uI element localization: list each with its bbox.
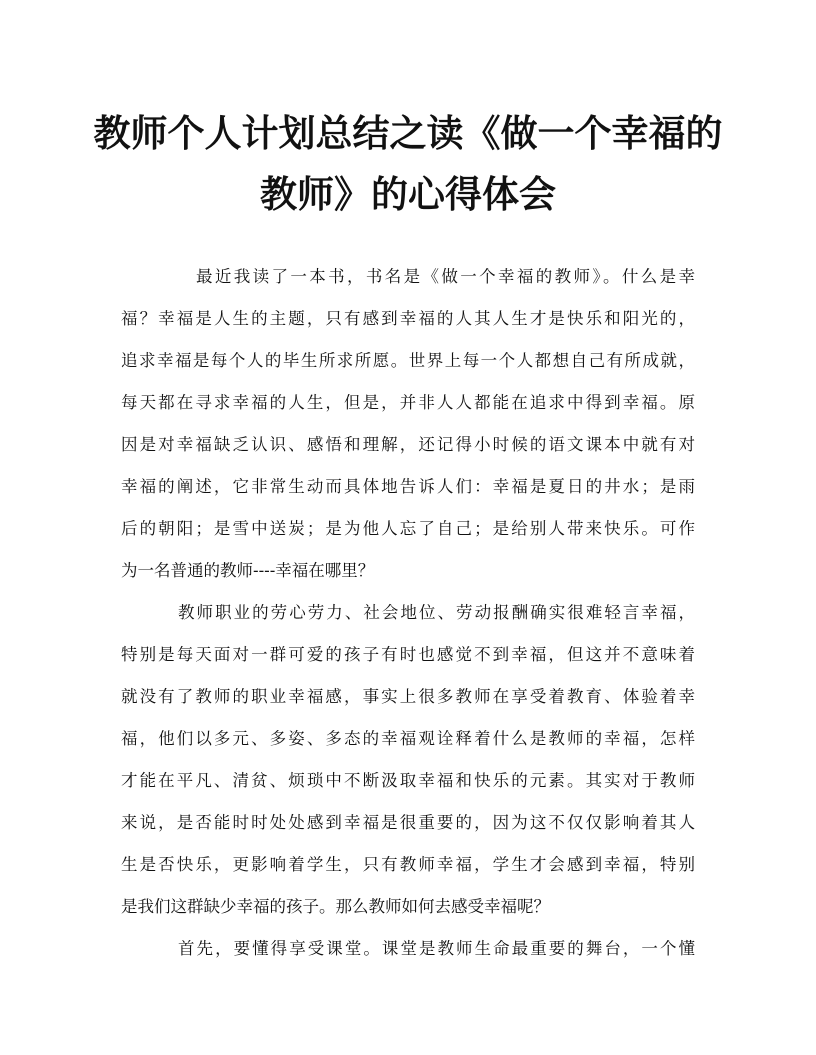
- paragraph-1-line: 幸福的阐述，它非常生动而具体地告诉人们：幸福是夏日的井水；是雨: [121, 477, 695, 496]
- paragraph-2-line: 是我们这群缺少幸福的孩子。那么教师如何去感受幸福呢？: [121, 897, 550, 916]
- paragraph-1-line: 为一名普通的教师----幸福在哪里？: [121, 561, 375, 580]
- paragraph-2-line: 生是否快乐，更影响着学生，只有教师幸福，学生才会感到幸福，特别: [121, 855, 695, 874]
- document-title-line-1: 教师个人计划总结之读《做一个幸福的: [93, 111, 723, 155]
- paragraph-1-line: 福？幸福是人生的主题，只有感到幸福的人其人生才是快乐和阳光的，: [121, 309, 695, 328]
- paragraph-1-line: 每天都在寻求幸福的人生，但是，并非人人都能在追求中得到幸福。原: [121, 393, 695, 412]
- paragraph-2-line: 才能在平凡、清贫、烦琐中不断汲取幸福和快乐的元素。其实对于教师: [121, 771, 695, 790]
- paragraph-2-line: 福，他们以多元、多姿、多态的幸福观诠释着什么是教师的幸福，怎样: [121, 729, 695, 748]
- document-title-line-2: 教师》的心得体会: [260, 172, 556, 216]
- paragraph-1-line: 最近我读了一本书，书名是《做一个幸福的教师》。什么是幸: [196, 267, 695, 286]
- paragraph-3-line: 首先，要懂得享受课堂。课堂是教师生命最重要的舞台，一个懂: [178, 939, 695, 958]
- paragraph-2-line: 来说，是否能时时处处感到幸福是很重要的，因为这不仅仅影响着其人: [121, 813, 695, 832]
- paragraph-1-line: 后的朝阳；是雪中送炭；是为他人忘了自己；是给别人带来快乐。可作: [121, 519, 695, 538]
- paragraph-2-line: 就没有了教师的职业幸福感，事实上很多教师在享受着教育、体验着幸: [121, 687, 695, 706]
- paragraph-1-line: 追求幸福是每个人的毕生所求所愿。世界上每一个人都想自己有所成就，: [121, 351, 695, 370]
- paragraph-2-line: 特别是每天面对一群可爱的孩子有时也感觉不到幸福，但这并不意味着: [121, 645, 695, 664]
- paragraph-2-line: 教师职业的劳心劳力、社会地位、劳动报酬确实很难轻言幸福，: [178, 603, 695, 622]
- paragraph-1-line: 因是对幸福缺乏认识、感悟和理解，还记得小时候的语文课本中就有对: [121, 435, 695, 454]
